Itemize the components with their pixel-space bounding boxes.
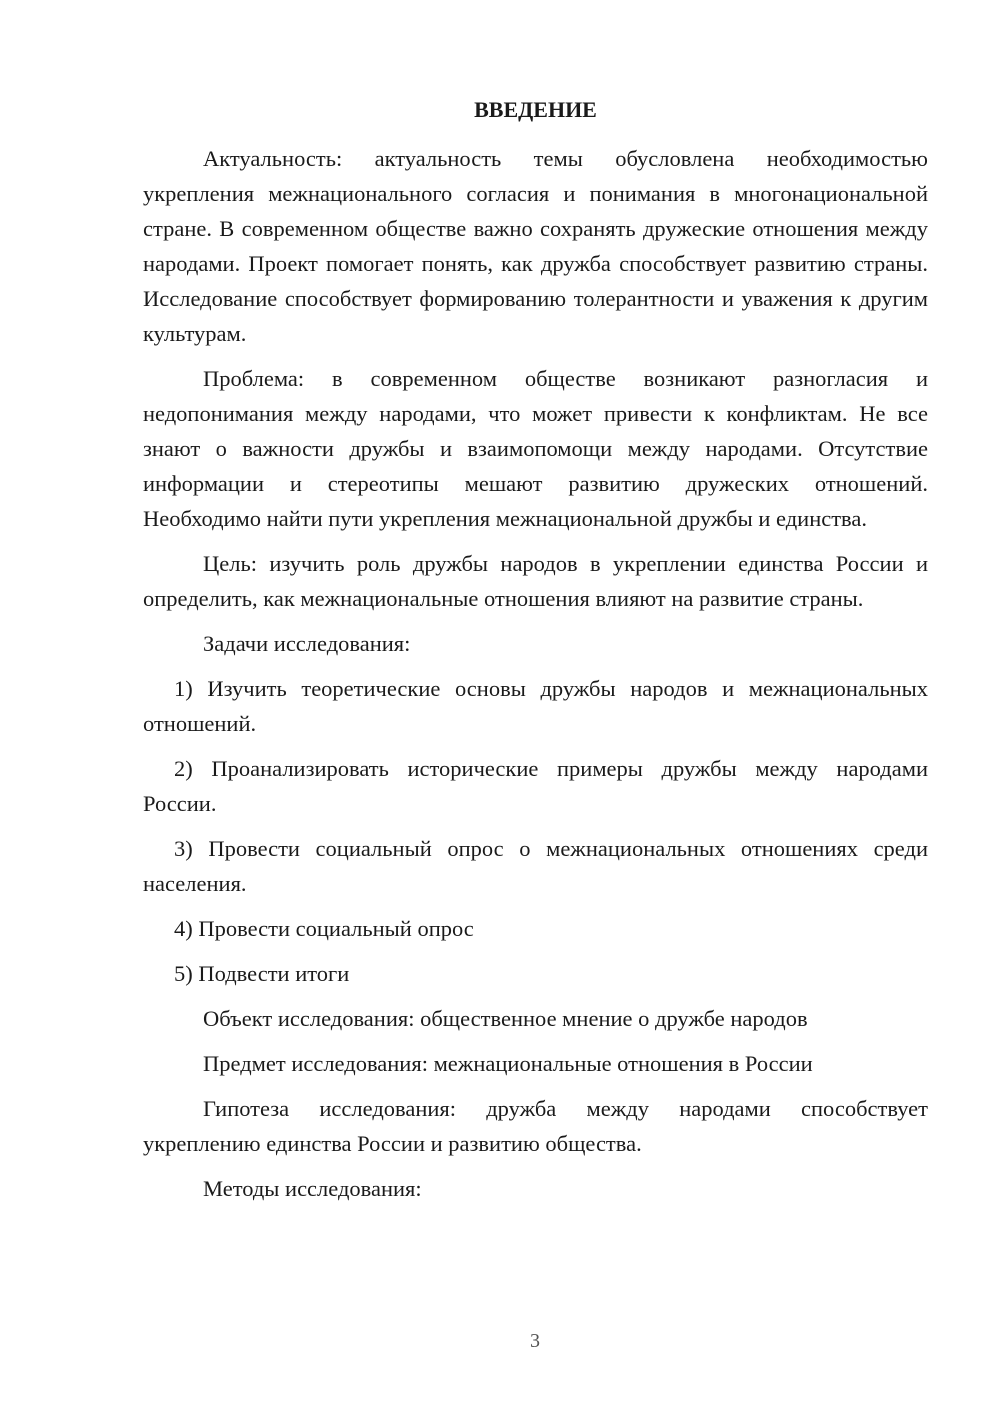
page-number: 3 <box>530 1330 540 1352</box>
task-item-5: 5) Подвести итоги <box>174 961 350 986</box>
problem-paragraph: Проблема: в современном обществе возникают разногласия и недопонимания между народами, что может привести к конфликтам. Не все знают о важности дружбы и взаимопомощи между народами. Отсутствие информации и стереотипы мешают развитию дружеских отношений. Необходимо найти пути укрепления межнациональной дружбы и единства. <box>143 366 928 531</box>
goal-paragraph: Цель: изучить роль дружбы народов в укреплении единства России и определить, как межнациональные отношения влияют на развитие страны. <box>143 551 928 611</box>
research-hypothesis: Гипотеза исследования: дружба между народами способствует укреплению единства России и развитию общества. <box>143 1096 928 1156</box>
task-item-1: 1) Изучить теоретические основы дружбы народов и межнациональных отношений. <box>143 676 928 736</box>
tasks-heading: Задачи исследования: <box>203 631 411 656</box>
section-title: ВВЕДЕНИЕ <box>474 97 597 122</box>
research-subject: Предмет исследования: межнациональные отношения в России <box>203 1051 813 1076</box>
task-item-4: 4) Провести социальный опрос <box>174 916 474 941</box>
document-page <box>143 92 928 1216</box>
task-item-2: 2) Проанализировать исторические примеры дружбы между народами России. <box>143 756 928 816</box>
research-object: Объект исследования: общественное мнение о дружбе народов <box>203 1006 808 1031</box>
methods-heading: Методы исследования: <box>203 1176 422 1201</box>
task-item-3: 3) Провести социальный опрос о межнациональных отношениях среди населения. <box>143 836 928 896</box>
relevance-paragraph: Актуальность: актуальность темы обусловлена необходимостью укрепления межнационального согласия и понимания в многонациональной стране. В современном обществе важно сохранять дружеские отношения между народами. Проект помогает понять, как дружба способствует развитию страны. Исследование способствует формированию толерантности и уважения к другим культурам. <box>143 146 928 346</box>
